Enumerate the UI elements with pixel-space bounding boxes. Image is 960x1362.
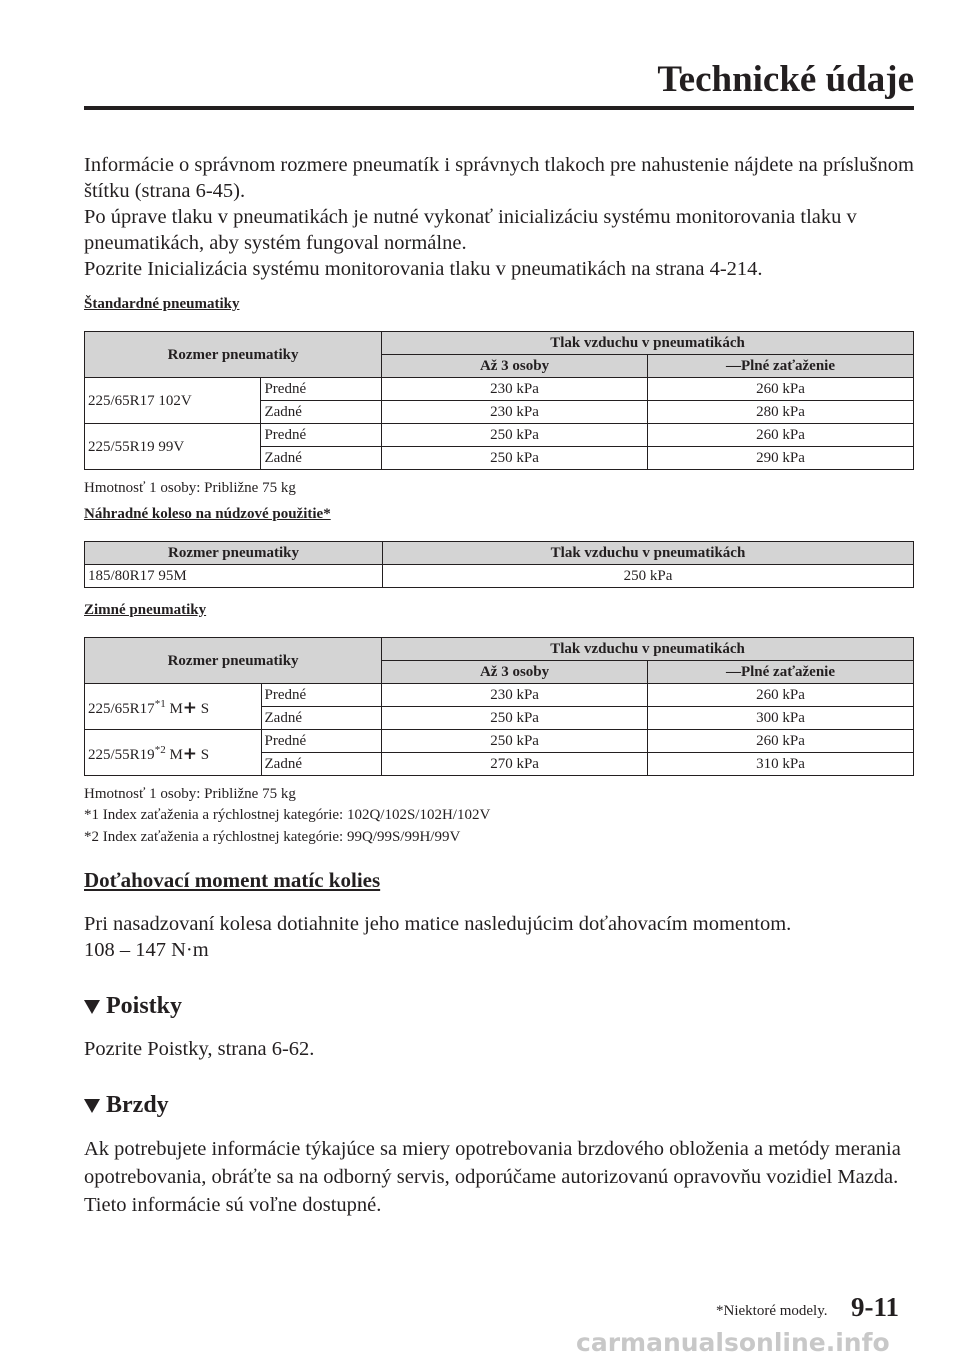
- pressure-cell: 250 kPa: [382, 730, 648, 753]
- triangle-down-icon: [84, 1099, 100, 1113]
- fuses-section-title: [84, 993, 914, 1020]
- intro-paragraph-3: Pozrite Inicializácia systému monitorovania tlaku v pneumatikách na strana 4-214.: [84, 258, 763, 280]
- fuses-title: Poistky: [106, 993, 183, 1019]
- spare-tire-table: [84, 541, 914, 588]
- pressure-cell: 270 kPa: [382, 753, 648, 776]
- col-header-3-persons: Až 3 osoby: [382, 661, 648, 684]
- intro-paragraph-2: Po úprave tlaku v pneumatikách je nutné vykonať inicializáciu systému monitorovania tlaku v pneumatikách, aby systém fungoval normálne.: [84, 206, 857, 254]
- col-header-size: Rozmer pneumatiky: [85, 542, 383, 565]
- brakes-title: Brzdy: [106, 1092, 169, 1118]
- tire-size-cell: 185/80R17 95M: [85, 565, 383, 588]
- pressure-cell: 250 kPa: [383, 565, 914, 588]
- col-header-size: Rozmer pneumatiky: [85, 638, 382, 684]
- ms-m: M: [169, 747, 183, 763]
- brakes-text: Ak potrebujete informácie týkajúce sa miery opotrebovania brzdového obloženia a metódy merania opotrebovania, obráťte sa na odborný servis, odporúčame autorizovanú opravovňu vozidiel Mazda. Tieto informácie sú voľne dostupné.: [84, 1138, 901, 1216]
- axle-cell: Predné: [261, 730, 382, 753]
- brakes-section-title: [84, 1092, 914, 1119]
- torque-text: Pri nasadzovaní kolesa dotiahnite jeho matice nasledujúcim doťahovacím momentom.: [84, 913, 792, 935]
- pressure-cell: 310 kPa: [647, 753, 913, 776]
- winter-weight-note: Hmotnosť 1 osoby: Približne 75 kg: [84, 786, 296, 802]
- spare-tire-heading: Náhradné koleso na núdzové použitie*: [84, 506, 331, 522]
- standard-tires-table: [84, 331, 914, 470]
- ms-s: S: [200, 701, 210, 717]
- pressure-cell: 250 kPa: [382, 447, 648, 470]
- table-row: [85, 565, 914, 588]
- axle-cell: Predné: [261, 684, 382, 707]
- pressure-cell: 260 kPa: [647, 378, 913, 401]
- col-header-full-load: —Plné zaťaženie: [647, 661, 913, 684]
- col-header-3-persons: Až 3 osoby: [382, 355, 648, 378]
- page-number: 9-11: [851, 1292, 900, 1322]
- table-row: [85, 684, 914, 707]
- torque-heading: Doťahovací moment matíc kolies: [84, 868, 381, 892]
- pressure-cell: 230 kPa: [382, 378, 648, 401]
- pressure-cell: 280 kPa: [647, 401, 913, 424]
- winter-tires-table: [84, 637, 914, 776]
- torque-value: 108 – 147 N·m: [84, 939, 209, 961]
- standard-weight-note: Hmotnosť 1 osoby: Približne 75 kg: [84, 480, 296, 496]
- col-header-pressure: Tlak vzduchu v pneumatikách: [383, 542, 914, 565]
- tire-size-cell: 225/65R17 102V: [85, 378, 261, 424]
- axle-cell: Zadné: [261, 447, 382, 470]
- tire-size: 225/55R19: [88, 747, 155, 763]
- ms-m: M: [169, 701, 183, 717]
- pressure-cell: 230 kPa: [382, 401, 648, 424]
- pressure-cell: 250 kPa: [382, 424, 648, 447]
- col-header-pressure: Tlak vzduchu v pneumatikách: [382, 332, 914, 355]
- footnote-mark: *1: [154, 698, 166, 710]
- tire-size-cell: 225/55R19 99V: [85, 424, 261, 470]
- table-row: [85, 378, 914, 401]
- tire-size-cell: [85, 730, 262, 776]
- ms-s: S: [200, 747, 210, 763]
- pressure-cell: 230 kPa: [382, 684, 648, 707]
- winter-tires-heading: Zimné pneumatiky: [84, 602, 207, 618]
- fuses-text: Pozrite Poistky, strana 6-62.: [84, 1038, 315, 1060]
- axle-cell: Predné: [261, 378, 382, 401]
- pressure-cell: 260 kPa: [647, 684, 913, 707]
- footer-note: *Niektoré modely.: [716, 1303, 828, 1319]
- axle-cell: Zadné: [261, 707, 382, 730]
- footnote-mark: *2: [154, 744, 166, 756]
- footnote-1: *1 Index zaťaženia a rýchlostnej kategórie: 102Q/102S/102H/102V: [84, 807, 491, 823]
- axle-cell: Zadné: [261, 401, 382, 424]
- page-content: [84, 152, 914, 1219]
- footnote-2: *2 Index zaťaženia a rýchlostnej kategórie: 99Q/99S/99H/99V: [84, 829, 461, 845]
- table-row: [85, 730, 914, 753]
- col-header-full-load: —Plné zaťaženie: [647, 355, 913, 378]
- pressure-cell: 250 kPa: [382, 707, 648, 730]
- intro-paragraph-1: Informácie o správnom rozmere pneumatík i správnych tlakoch pre nahustenie nájdete na príslušnom štítku (strana 6-45).: [84, 154, 914, 202]
- standard-tires-heading: Štandardné pneumatiky: [84, 296, 240, 312]
- tire-size-cell: [85, 684, 262, 730]
- triangle-down-icon: [84, 1000, 100, 1014]
- mud-snow-plus-icon: +: [182, 698, 198, 718]
- pressure-cell: 290 kPa: [647, 447, 913, 470]
- col-header-size: Rozmer pneumatiky: [85, 332, 382, 378]
- axle-cell: Predné: [261, 424, 382, 447]
- mud-snow-plus-icon: +: [182, 744, 198, 764]
- page-header-title: Technické údaje: [657, 59, 914, 100]
- table-row: [85, 424, 914, 447]
- header-rule: [84, 106, 914, 110]
- pressure-cell: 260 kPa: [647, 424, 913, 447]
- pressure-cell: 260 kPa: [647, 730, 913, 753]
- watermark: carmanualsonline.info: [576, 1328, 890, 1357]
- pressure-cell: 300 kPa: [647, 707, 913, 730]
- tire-size: 225/65R17: [88, 701, 155, 717]
- col-header-pressure: Tlak vzduchu v pneumatikách: [382, 638, 914, 661]
- axle-cell: Zadné: [261, 753, 382, 776]
